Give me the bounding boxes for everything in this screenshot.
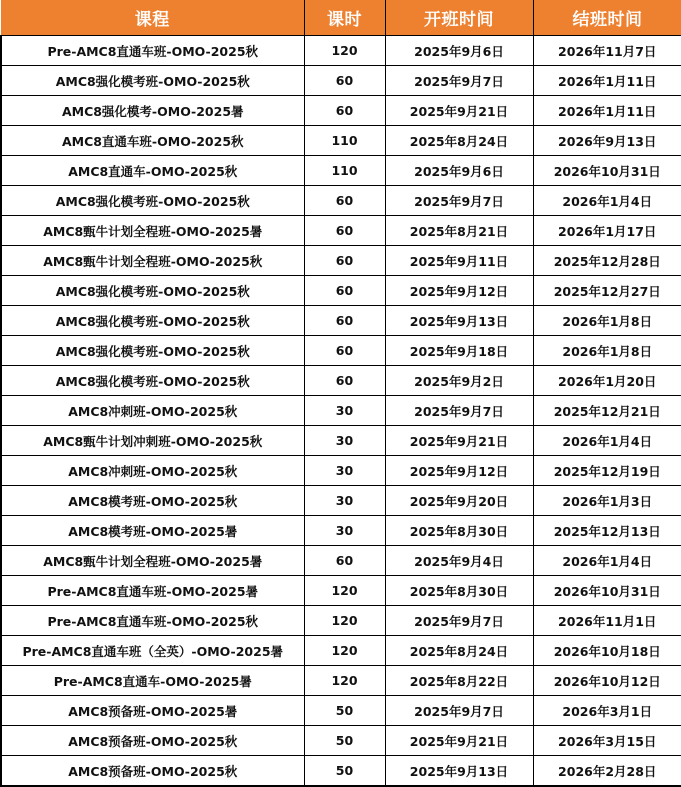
cell-end-date: 2026年10月18日 <box>533 636 681 666</box>
table-row <box>1 216 681 246</box>
cell-start-date: 2025年9月2日 <box>385 366 533 396</box>
cell-end-date: 2026年9月13日 <box>533 126 681 156</box>
header-start-date: 开班时间 <box>385 0 533 36</box>
cell-start-date: 2025年8月24日 <box>385 636 533 666</box>
table-row <box>1 156 681 186</box>
cell-hours: 120 <box>304 606 385 636</box>
cell-course: AMC8直通车-OMO-2025秋 <box>1 156 304 186</box>
table-row <box>1 486 681 516</box>
cell-course: AMC8预备班-OMO-2025秋 <box>1 726 304 756</box>
cell-end-date: 2026年10月12日 <box>533 666 681 696</box>
cell-course: AMC8甄牛计划全程班-OMO-2025暑 <box>1 546 304 576</box>
cell-hours: 30 <box>304 396 385 426</box>
cell-end-date: 2026年1月11日 <box>533 66 681 96</box>
cell-end-date: 2026年3月1日 <box>533 696 681 726</box>
table-row <box>1 396 681 426</box>
cell-course: Pre-AMC8直通车班-OMO-2025秋 <box>1 36 304 66</box>
cell-start-date: 2025年8月30日 <box>385 576 533 606</box>
cell-end-date: 2026年1月3日 <box>533 486 681 516</box>
table-row <box>1 576 681 606</box>
table-row <box>1 276 681 306</box>
table-row <box>1 606 681 636</box>
cell-hours: 110 <box>304 126 385 156</box>
cell-start-date: 2025年9月18日 <box>385 336 533 366</box>
table-row <box>1 36 681 66</box>
cell-course: Pre-AMC8直通车班-OMO-2025秋 <box>1 606 304 636</box>
cell-course: AMC8强化模考班-OMO-2025秋 <box>1 336 304 366</box>
table-row <box>1 306 681 336</box>
header-row <box>1 0 681 36</box>
cell-hours: 50 <box>304 696 385 726</box>
table-row <box>1 366 681 396</box>
cell-course: AMC8强化模考班-OMO-2025秋 <box>1 186 304 216</box>
table-row <box>1 546 681 576</box>
cell-course: AMC8强化模考-OMO-2025暑 <box>1 96 304 126</box>
header-hours: 课时 <box>304 0 385 36</box>
cell-start-date: 2025年9月21日 <box>385 96 533 126</box>
table-row <box>1 516 681 546</box>
cell-end-date: 2026年1月4日 <box>533 186 681 216</box>
cell-course: AMC8甄牛计划全程班-OMO-2025秋 <box>1 246 304 276</box>
cell-course: AMC8强化模考班-OMO-2025秋 <box>1 276 304 306</box>
cell-start-date: 2025年9月21日 <box>385 426 533 456</box>
table-row <box>1 336 681 366</box>
table-row <box>1 96 681 126</box>
header-course: 课程 <box>1 0 304 36</box>
cell-start-date: 2025年9月7日 <box>385 606 533 636</box>
cell-start-date: 2025年9月20日 <box>385 486 533 516</box>
cell-hours: 60 <box>304 186 385 216</box>
cell-course: AMC8预备班-OMO-2025秋 <box>1 756 304 787</box>
table-row <box>1 666 681 696</box>
cell-hours: 30 <box>304 486 385 516</box>
cell-course: Pre-AMC8直通车-OMO-2025暑 <box>1 666 304 696</box>
table-row <box>1 426 681 456</box>
cell-hours: 60 <box>304 276 385 306</box>
cell-end-date: 2026年1月17日 <box>533 216 681 246</box>
cell-end-date: 2026年1月8日 <box>533 336 681 366</box>
cell-hours: 30 <box>304 426 385 456</box>
cell-start-date: 2025年9月12日 <box>385 276 533 306</box>
cell-end-date: 2026年1月4日 <box>533 546 681 576</box>
cell-start-date: 2025年9月13日 <box>385 306 533 336</box>
cell-start-date: 2025年9月12日 <box>385 456 533 486</box>
cell-hours: 30 <box>304 456 385 486</box>
table-row <box>1 246 681 276</box>
cell-course: AMC8直通车班-OMO-2025秋 <box>1 126 304 156</box>
table-row <box>1 66 681 96</box>
cell-start-date: 2025年9月4日 <box>385 546 533 576</box>
cell-course: AMC8强化模考班-OMO-2025秋 <box>1 306 304 336</box>
cell-hours: 60 <box>304 306 385 336</box>
table-row <box>1 636 681 666</box>
table-row <box>1 126 681 156</box>
cell-end-date: 2025年12月21日 <box>533 396 681 426</box>
cell-hours: 50 <box>304 756 385 787</box>
cell-end-date: 2026年1月8日 <box>533 306 681 336</box>
table-row <box>1 456 681 486</box>
cell-hours: 60 <box>304 336 385 366</box>
cell-course: AMC8甄牛计划全程班-OMO-2025暑 <box>1 216 304 246</box>
table-header <box>1 0 681 36</box>
cell-course: AMC8甄牛计划冲刺班-OMO-2025秋 <box>1 426 304 456</box>
cell-end-date: 2025年12月27日 <box>533 276 681 306</box>
cell-end-date: 2026年11月1日 <box>533 606 681 636</box>
cell-start-date: 2025年9月6日 <box>385 36 533 66</box>
cell-start-date: 2025年8月30日 <box>385 516 533 546</box>
cell-hours: 110 <box>304 156 385 186</box>
cell-course: AMC8冲刺班-OMO-2025秋 <box>1 396 304 426</box>
cell-end-date: 2026年2月28日 <box>533 756 681 787</box>
cell-start-date: 2025年9月6日 <box>385 156 533 186</box>
table-row <box>1 756 681 787</box>
cell-course: AMC8强化模考班-OMO-2025秋 <box>1 66 304 96</box>
cell-hours: 120 <box>304 36 385 66</box>
cell-hours: 60 <box>304 546 385 576</box>
cell-course: AMC8冲刺班-OMO-2025秋 <box>1 456 304 486</box>
cell-end-date: 2025年12月28日 <box>533 246 681 276</box>
cell-course: AMC8强化模考班-OMO-2025秋 <box>1 366 304 396</box>
cell-hours: 60 <box>304 246 385 276</box>
cell-start-date: 2025年8月24日 <box>385 126 533 156</box>
cell-hours: 60 <box>304 216 385 246</box>
header-end-date: 结班时间 <box>533 0 681 36</box>
cell-hours: 120 <box>304 666 385 696</box>
table-body <box>1 36 681 787</box>
cell-end-date: 2026年1月20日 <box>533 366 681 396</box>
cell-end-date: 2026年1月4日 <box>533 426 681 456</box>
cell-start-date: 2025年8月21日 <box>385 216 533 246</box>
cell-hours: 60 <box>304 96 385 126</box>
cell-hours: 50 <box>304 726 385 756</box>
cell-course: AMC8模考班-OMO-2025暑 <box>1 516 304 546</box>
cell-start-date: 2025年9月7日 <box>385 66 533 96</box>
cell-end-date: 2026年10月31日 <box>533 576 681 606</box>
cell-hours: 60 <box>304 366 385 396</box>
cell-hours: 120 <box>304 576 385 606</box>
cell-end-date: 2025年12月19日 <box>533 456 681 486</box>
table-row <box>1 696 681 726</box>
table-row <box>1 186 681 216</box>
table-row <box>1 726 681 756</box>
cell-start-date: 2025年9月11日 <box>385 246 533 276</box>
cell-course: Pre-AMC8直通车班（全英）-OMO-2025暑 <box>1 636 304 666</box>
cell-start-date: 2025年9月7日 <box>385 696 533 726</box>
cell-start-date: 2025年8月22日 <box>385 666 533 696</box>
cell-hours: 30 <box>304 516 385 546</box>
cell-start-date: 2025年9月21日 <box>385 726 533 756</box>
cell-course: AMC8预备班-OMO-2025暑 <box>1 696 304 726</box>
cell-start-date: 2025年9月7日 <box>385 186 533 216</box>
cell-hours: 120 <box>304 636 385 666</box>
cell-hours: 60 <box>304 66 385 96</box>
cell-course: Pre-AMC8直通车班-OMO-2025暑 <box>1 576 304 606</box>
cell-course: AMC8模考班-OMO-2025秋 <box>1 486 304 516</box>
cell-end-date: 2025年12月13日 <box>533 516 681 546</box>
cell-end-date: 2026年1月11日 <box>533 96 681 126</box>
cell-start-date: 2025年9月7日 <box>385 396 533 426</box>
cell-end-date: 2026年11月7日 <box>533 36 681 66</box>
cell-end-date: 2026年3月15日 <box>533 726 681 756</box>
cell-start-date: 2025年9月13日 <box>385 756 533 787</box>
cell-end-date: 2026年10月31日 <box>533 156 681 186</box>
